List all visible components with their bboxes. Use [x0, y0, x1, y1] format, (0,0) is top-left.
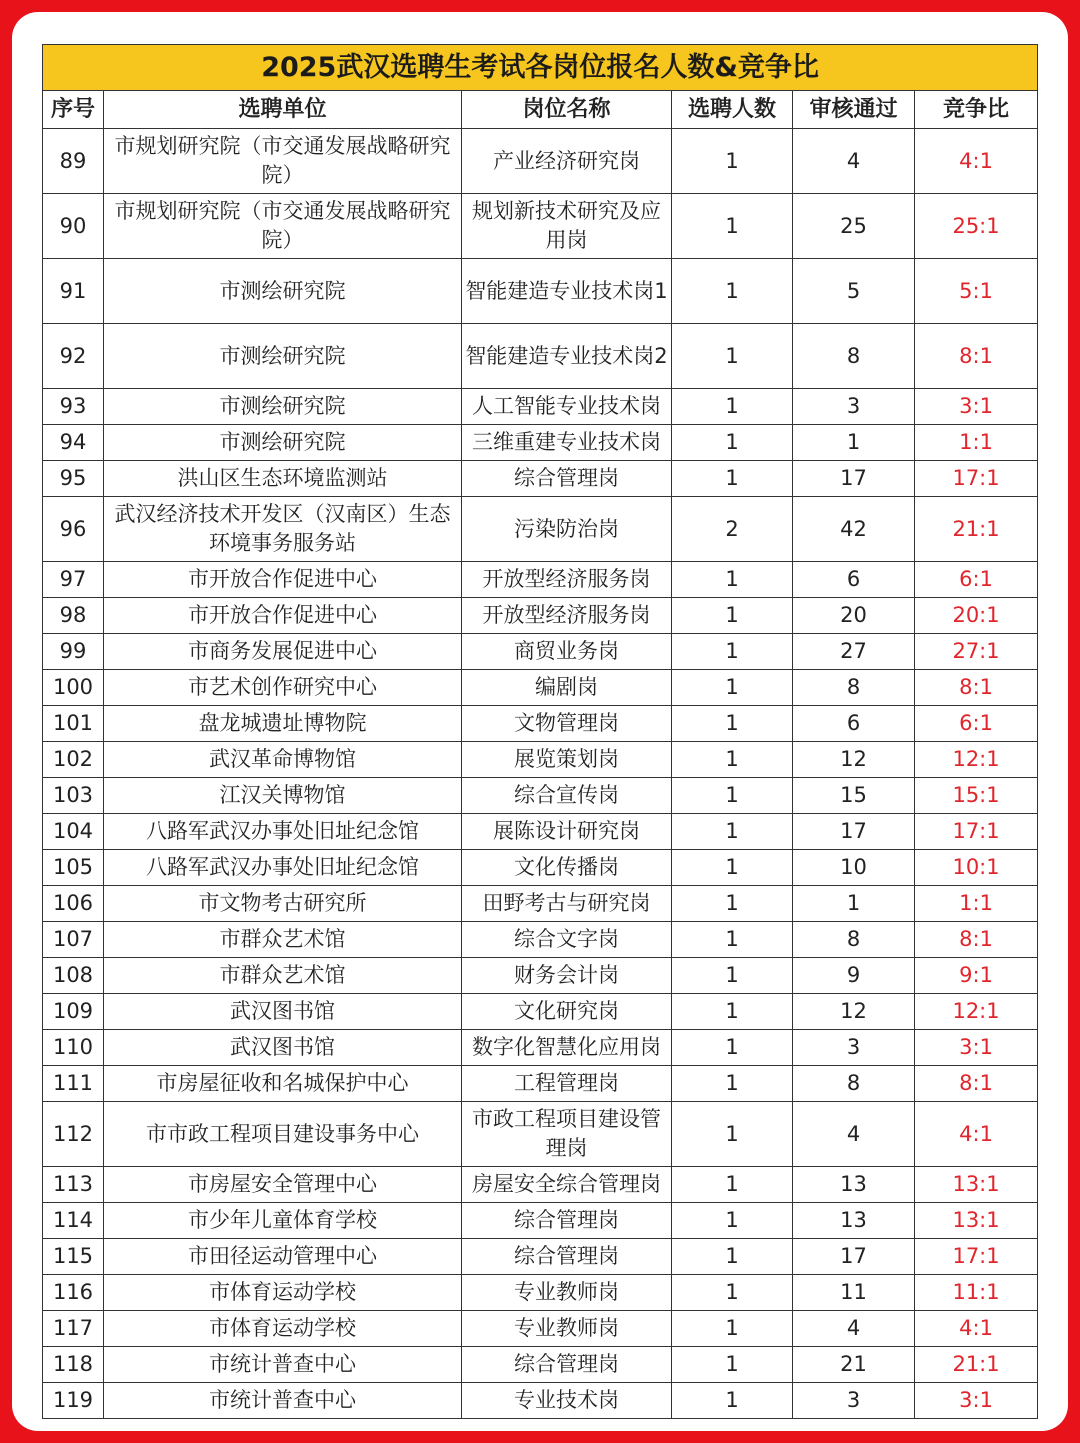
cell-hire-count: 1	[672, 1275, 793, 1311]
cell-hire-count: 1	[672, 425, 793, 461]
cell-position: 展览策划岗	[462, 742, 672, 778]
cell-position: 专业教师岗	[462, 1275, 672, 1311]
cell-hire-count: 1	[672, 886, 793, 922]
table-body	[43, 129, 1038, 1419]
cell-no: 111	[43, 1066, 104, 1102]
table-row	[43, 742, 1038, 778]
table-row	[43, 814, 1038, 850]
cell-hire-count: 1	[672, 324, 793, 389]
cell-ratio: 17:1	[915, 461, 1038, 497]
cell-hire-count: 1	[672, 1167, 793, 1203]
cell-ratio: 8:1	[915, 324, 1038, 389]
cell-ratio: 10:1	[915, 850, 1038, 886]
cell-passed: 25	[793, 194, 915, 259]
cell-no: 100	[43, 670, 104, 706]
cell-passed: 3	[793, 1383, 915, 1419]
cell-position: 工程管理岗	[462, 1066, 672, 1102]
cell-position: 智能建造专业技术岗2	[462, 324, 672, 389]
cell-hire-count: 1	[672, 259, 793, 324]
table-row	[43, 1203, 1038, 1239]
table-row	[43, 1275, 1038, 1311]
cell-no: 96	[43, 497, 104, 562]
cell-unit: 市统计普查中心	[104, 1347, 462, 1383]
table-row	[43, 324, 1038, 389]
cell-unit: 市群众艺术馆	[104, 958, 462, 994]
cell-hire-count: 1	[672, 814, 793, 850]
table-row	[43, 497, 1038, 562]
table-row	[43, 922, 1038, 958]
cell-no: 110	[43, 1030, 104, 1066]
cell-passed: 8	[793, 1066, 915, 1102]
cell-position: 综合管理岗	[462, 1347, 672, 1383]
cell-passed: 20	[793, 598, 915, 634]
table-title: 2025武汉选聘生考试各岗位报名人数&竞争比	[43, 45, 1038, 91]
header-hire-count: 选聘人数	[672, 91, 793, 129]
cell-position: 产业经济研究岗	[462, 129, 672, 194]
cell-position: 综合宣传岗	[462, 778, 672, 814]
cell-ratio: 6:1	[915, 706, 1038, 742]
cell-position: 专业技术岗	[462, 1383, 672, 1419]
cell-hire-count: 1	[672, 922, 793, 958]
cell-hire-count: 1	[672, 670, 793, 706]
cell-unit: 市测绘研究院	[104, 389, 462, 425]
cell-passed: 4	[793, 1102, 915, 1167]
header-passed: 审核通过	[793, 91, 915, 129]
cell-no: 94	[43, 425, 104, 461]
cell-position: 综合管理岗	[462, 461, 672, 497]
cell-unit: 市体育运动学校	[104, 1275, 462, 1311]
cell-hire-count: 1	[672, 598, 793, 634]
cell-unit: 市规划研究院（市交通发展战略研究院）	[104, 129, 462, 194]
cell-hire-count: 1	[672, 194, 793, 259]
cell-position: 田野考古与研究岗	[462, 886, 672, 922]
cell-ratio: 3:1	[915, 389, 1038, 425]
cell-unit: 市商务发展促进中心	[104, 634, 462, 670]
cell-no: 115	[43, 1239, 104, 1275]
cell-passed: 6	[793, 562, 915, 598]
cell-ratio: 21:1	[915, 1347, 1038, 1383]
cell-position: 房屋安全综合管理岗	[462, 1167, 672, 1203]
cell-hire-count: 1	[672, 129, 793, 194]
cell-no: 91	[43, 259, 104, 324]
table-row	[43, 1311, 1038, 1347]
cell-ratio: 6:1	[915, 562, 1038, 598]
cell-unit: 市少年儿童体育学校	[104, 1203, 462, 1239]
cell-ratio: 9:1	[915, 958, 1038, 994]
cell-passed: 8	[793, 670, 915, 706]
table-row	[43, 1030, 1038, 1066]
cell-passed: 17	[793, 1239, 915, 1275]
cell-passed: 11	[793, 1275, 915, 1311]
cell-position: 综合管理岗	[462, 1239, 672, 1275]
cell-position: 开放型经济服务岗	[462, 562, 672, 598]
cell-ratio: 4:1	[915, 1311, 1038, 1347]
table-row	[43, 1066, 1038, 1102]
cell-no: 95	[43, 461, 104, 497]
table-row	[43, 886, 1038, 922]
cell-passed: 4	[793, 1311, 915, 1347]
cell-ratio: 5:1	[915, 259, 1038, 324]
table-row	[43, 259, 1038, 324]
cell-position: 智能建造专业技术岗1	[462, 259, 672, 324]
cell-no: 103	[43, 778, 104, 814]
cell-position: 文化传播岗	[462, 850, 672, 886]
cell-ratio: 13:1	[915, 1203, 1038, 1239]
cell-unit: 市房屋安全管理中心	[104, 1167, 462, 1203]
cell-hire-count: 1	[672, 706, 793, 742]
cell-position: 综合文字岗	[462, 922, 672, 958]
cell-unit: 市测绘研究院	[104, 425, 462, 461]
cell-passed: 3	[793, 389, 915, 425]
cell-ratio: 8:1	[915, 922, 1038, 958]
cell-ratio: 3:1	[915, 1030, 1038, 1066]
table-row	[43, 425, 1038, 461]
cell-unit: 市房屋征收和名城保护中心	[104, 1066, 462, 1102]
cell-ratio: 20:1	[915, 598, 1038, 634]
cell-position: 人工智能专业技术岗	[462, 389, 672, 425]
cell-passed: 13	[793, 1167, 915, 1203]
table-row	[43, 194, 1038, 259]
cell-no: 90	[43, 194, 104, 259]
cell-passed: 9	[793, 958, 915, 994]
cell-unit: 武汉革命博物馆	[104, 742, 462, 778]
cell-ratio: 13:1	[915, 1167, 1038, 1203]
table-row	[43, 389, 1038, 425]
cell-unit: 洪山区生态环境监测站	[104, 461, 462, 497]
cell-no: 104	[43, 814, 104, 850]
cell-ratio: 12:1	[915, 994, 1038, 1030]
cell-ratio: 12:1	[915, 742, 1038, 778]
cell-hire-count: 1	[672, 1102, 793, 1167]
cell-ratio: 3:1	[915, 1383, 1038, 1419]
cell-position: 文化研究岗	[462, 994, 672, 1030]
table-row	[43, 670, 1038, 706]
cell-position: 数字化智慧化应用岗	[462, 1030, 672, 1066]
cell-ratio: 17:1	[915, 814, 1038, 850]
cell-ratio: 17:1	[915, 1239, 1038, 1275]
cell-ratio: 4:1	[915, 129, 1038, 194]
cell-no: 92	[43, 324, 104, 389]
cell-ratio: 1:1	[915, 886, 1038, 922]
cell-unit: 八路军武汉办事处旧址纪念馆	[104, 814, 462, 850]
cell-passed: 27	[793, 634, 915, 670]
cell-unit: 市统计普查中心	[104, 1383, 462, 1419]
cell-hire-count: 1	[672, 778, 793, 814]
cell-no: 98	[43, 598, 104, 634]
cell-position: 综合管理岗	[462, 1203, 672, 1239]
cell-passed: 4	[793, 129, 915, 194]
cell-no: 108	[43, 958, 104, 994]
cell-hire-count: 1	[672, 850, 793, 886]
cell-ratio: 15:1	[915, 778, 1038, 814]
cell-ratio: 27:1	[915, 634, 1038, 670]
cell-hire-count: 2	[672, 497, 793, 562]
cell-ratio: 8:1	[915, 1066, 1038, 1102]
table-row	[43, 598, 1038, 634]
cell-passed: 8	[793, 922, 915, 958]
cell-passed: 6	[793, 706, 915, 742]
cell-unit: 市田径运动管理中心	[104, 1239, 462, 1275]
table-row	[43, 958, 1038, 994]
cell-position: 编剧岗	[462, 670, 672, 706]
cell-unit: 市艺术创作研究中心	[104, 670, 462, 706]
cell-hire-count: 1	[672, 1239, 793, 1275]
table-row	[43, 778, 1038, 814]
cell-no: 119	[43, 1383, 104, 1419]
cell-no: 116	[43, 1275, 104, 1311]
cell-passed: 3	[793, 1030, 915, 1066]
cell-ratio: 4:1	[915, 1102, 1038, 1167]
cell-ratio: 25:1	[915, 194, 1038, 259]
cell-unit: 江汉关博物馆	[104, 778, 462, 814]
cell-ratio: 1:1	[915, 425, 1038, 461]
cell-ratio: 8:1	[915, 670, 1038, 706]
cell-no: 93	[43, 389, 104, 425]
cell-no: 89	[43, 129, 104, 194]
cell-no: 118	[43, 1347, 104, 1383]
table-row	[43, 1239, 1038, 1275]
cell-unit: 市文物考古研究所	[104, 886, 462, 922]
cell-unit: 市市政工程项目建设事务中心	[104, 1102, 462, 1167]
cell-hire-count: 1	[672, 1030, 793, 1066]
cell-no: 114	[43, 1203, 104, 1239]
table-row	[43, 706, 1038, 742]
cell-unit: 八路军武汉办事处旧址纪念馆	[104, 850, 462, 886]
table-row	[43, 850, 1038, 886]
cell-no: 105	[43, 850, 104, 886]
table-row	[43, 1102, 1038, 1167]
cell-passed: 13	[793, 1203, 915, 1239]
cell-passed: 17	[793, 814, 915, 850]
cell-unit: 武汉图书馆	[104, 1030, 462, 1066]
table-row	[43, 129, 1038, 194]
table-row	[43, 1167, 1038, 1203]
header-no: 序号	[43, 91, 104, 129]
cell-hire-count: 1	[672, 1347, 793, 1383]
cell-position: 专业教师岗	[462, 1311, 672, 1347]
cell-hire-count: 1	[672, 994, 793, 1030]
cell-unit: 武汉图书馆	[104, 994, 462, 1030]
cell-unit: 武汉经济技术开发区（汉南区）生态环境事务服务站	[104, 497, 462, 562]
cell-passed: 42	[793, 497, 915, 562]
table-row	[43, 634, 1038, 670]
cell-no: 117	[43, 1311, 104, 1347]
cell-unit: 市开放合作促进中心	[104, 562, 462, 598]
cell-hire-count: 1	[672, 742, 793, 778]
header-unit: 选聘单位	[104, 91, 462, 129]
cell-passed: 8	[793, 324, 915, 389]
table-row	[43, 1383, 1038, 1419]
cell-no: 113	[43, 1167, 104, 1203]
cell-position: 开放型经济服务岗	[462, 598, 672, 634]
cell-passed: 10	[793, 850, 915, 886]
cell-position: 污染防治岗	[462, 497, 672, 562]
cell-hire-count: 1	[672, 562, 793, 598]
cell-unit: 市群众艺术馆	[104, 922, 462, 958]
cell-hire-count: 1	[672, 958, 793, 994]
cell-passed: 12	[793, 742, 915, 778]
cell-passed: 1	[793, 886, 915, 922]
cell-passed: 1	[793, 425, 915, 461]
cell-passed: 12	[793, 994, 915, 1030]
competition-table	[42, 44, 1038, 1419]
cell-no: 102	[43, 742, 104, 778]
cell-hire-count: 1	[672, 461, 793, 497]
cell-hire-count: 1	[672, 1066, 793, 1102]
cell-position: 规划新技术研究及应用岗	[462, 194, 672, 259]
cell-unit: 市测绘研究院	[104, 324, 462, 389]
cell-ratio: 11:1	[915, 1275, 1038, 1311]
cell-no: 112	[43, 1102, 104, 1167]
header-position: 岗位名称	[462, 91, 672, 129]
table-row	[43, 1347, 1038, 1383]
cell-no: 101	[43, 706, 104, 742]
cell-unit: 市规划研究院（市交通发展战略研究院）	[104, 194, 462, 259]
table-row	[43, 461, 1038, 497]
cell-hire-count: 1	[672, 634, 793, 670]
cell-no: 106	[43, 886, 104, 922]
header-ratio: 竞争比	[915, 91, 1038, 129]
cell-position: 市政工程项目建设管理岗	[462, 1102, 672, 1167]
cell-no: 97	[43, 562, 104, 598]
cell-position: 文物管理岗	[462, 706, 672, 742]
cell-passed: 21	[793, 1347, 915, 1383]
table-row	[43, 562, 1038, 598]
cell-position: 财务会计岗	[462, 958, 672, 994]
cell-unit: 市开放合作促进中心	[104, 598, 462, 634]
cell-hire-count: 1	[672, 1383, 793, 1419]
cell-passed: 5	[793, 259, 915, 324]
cell-ratio: 21:1	[915, 497, 1038, 562]
cell-passed: 15	[793, 778, 915, 814]
cell-no: 107	[43, 922, 104, 958]
cell-position: 展陈设计研究岗	[462, 814, 672, 850]
cell-no: 109	[43, 994, 104, 1030]
cell-no: 99	[43, 634, 104, 670]
cell-hire-count: 1	[672, 1203, 793, 1239]
cell-unit: 盘龙城遗址博物院	[104, 706, 462, 742]
cell-position: 商贸业务岗	[462, 634, 672, 670]
table-row	[43, 994, 1038, 1030]
cell-hire-count: 1	[672, 1311, 793, 1347]
cell-passed: 17	[793, 461, 915, 497]
cell-unit: 市测绘研究院	[104, 259, 462, 324]
cell-hire-count: 1	[672, 389, 793, 425]
cell-position: 三维重建专业技术岗	[462, 425, 672, 461]
cell-unit: 市体育运动学校	[104, 1311, 462, 1347]
